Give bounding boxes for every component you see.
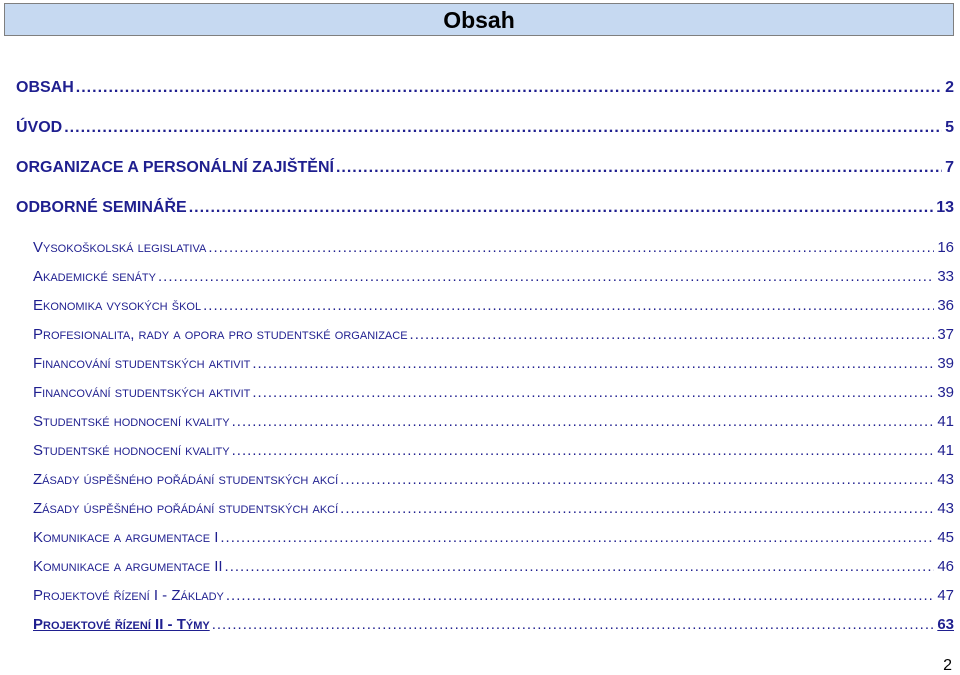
toc-subentry[interactable]: [33, 471, 954, 488]
toc-dot-leader: [336, 159, 942, 177]
toc-dot-leader: [203, 297, 934, 314]
toc-dot-leader: [208, 239, 934, 256]
toc-subentry[interactable]: [33, 384, 954, 401]
toc-entry-page: 39: [937, 355, 954, 372]
toc-entry-obsah[interactable]: [16, 79, 954, 97]
toc-entry-page: 5: [945, 119, 954, 136]
toc-subentry[interactable]: [33, 297, 954, 314]
toc-entry-page: 7: [945, 159, 954, 176]
toc-subentry[interactable]: [33, 500, 954, 517]
toc-subentry[interactable]: [33, 268, 954, 285]
toc-dot-leader: [340, 500, 934, 517]
toc-entry-page: 13: [936, 199, 954, 216]
toc-entry-page: 63: [937, 616, 954, 633]
toc-entry-page: 43: [937, 471, 954, 488]
header-box: [4, 3, 954, 36]
toc-entry-page: 41: [937, 413, 954, 430]
toc-entry-page: 16: [937, 239, 954, 256]
toc-entry-odborne-seminare[interactable]: [16, 199, 954, 217]
toc-dot-leader: [212, 616, 935, 633]
toc-entry-label: Vysokoškolská legislativa: [33, 239, 207, 256]
toc-subentry[interactable]: [33, 413, 954, 430]
toc-entry-page: 43: [937, 500, 954, 517]
toc-subentry[interactable]: [33, 587, 954, 604]
toc-entry-label: Financování studentských aktivit: [33, 384, 251, 401]
toc-dot-leader: [158, 268, 934, 285]
toc-entry-page: 46: [937, 558, 954, 575]
toc-entry-label: Komunikace a argumentace I: [33, 529, 219, 546]
toc-dot-leader: [226, 587, 934, 604]
toc-dot-leader: [225, 558, 935, 575]
toc-dot-leader: [340, 471, 934, 488]
toc-subentry[interactable]: [33, 239, 954, 256]
toc-entry-page: 37: [937, 326, 954, 343]
toc-entry-label: Financování studentských aktivit: [33, 355, 251, 372]
toc-entry-label: Studentské hodnocení kvality: [33, 413, 230, 430]
toc-entry-page: 33: [937, 268, 954, 285]
toc-entry-page: 36: [937, 297, 954, 314]
toc-entry-page: 41: [937, 442, 954, 459]
toc-entry-label: Zásady úspěšného pořádání studentských akcí: [33, 471, 339, 488]
toc-dot-leader: [252, 355, 934, 372]
toc-dot-leader: [64, 119, 942, 137]
toc-entry-organizace[interactable]: [16, 159, 954, 177]
toc-entry-label: Studentské hodnocení kvality: [33, 442, 230, 459]
toc-entry-label: Komunikace a argumentace II: [33, 558, 223, 575]
toc-subentry[interactable]: [33, 355, 954, 372]
toc-entry-label: ORGANIZACE A PERSONÁLNÍ ZAJIŠTĚNÍ: [16, 159, 334, 176]
toc-dot-leader: [252, 384, 934, 401]
toc-dot-leader: [232, 413, 935, 430]
toc-entry-label: Projektové řízení I - Základy: [33, 587, 224, 604]
toc-entry-page: 47: [937, 587, 954, 604]
toc-entry-uvod[interactable]: [16, 119, 954, 137]
toc-entry-page: 39: [937, 384, 954, 401]
toc-entry-page: 45: [937, 529, 954, 546]
toc-subentry[interactable]: [33, 529, 954, 546]
page-title: Obsah: [443, 7, 515, 33]
toc-dot-leader: [410, 326, 935, 343]
toc-dot-leader: [232, 442, 935, 459]
toc-subentry[interactable]: [33, 326, 954, 343]
toc-dot-leader: [189, 199, 934, 217]
toc-entry-label: Akademické senáty: [33, 268, 156, 285]
toc-subentry[interactable]: [33, 442, 954, 459]
page-number: 2: [943, 657, 952, 674]
toc-dot-leader: [220, 529, 934, 546]
toc-entry-page: 2: [945, 79, 954, 96]
toc-subentry[interactable]: [33, 558, 954, 575]
toc-entry-label: ODBORNÉ SEMINÁŘE: [16, 199, 187, 216]
toc-entry-label: Projektové řízení II - Týmy: [33, 616, 210, 633]
toc-entry-label: ÚVOD: [16, 119, 63, 136]
toc-subentry-selected[interactable]: [33, 616, 954, 633]
toc-dot-leader: [76, 79, 942, 97]
toc-entry-label: Profesionalita, rady a opora pro studentské organizace: [33, 326, 408, 343]
toc-entry-label: Ekonomika vysokých škol: [33, 297, 202, 314]
toc-entry-label: Zásady úspěšného pořádání studentských akcí: [33, 500, 339, 517]
toc-entry-label: OBSAH: [16, 79, 74, 96]
